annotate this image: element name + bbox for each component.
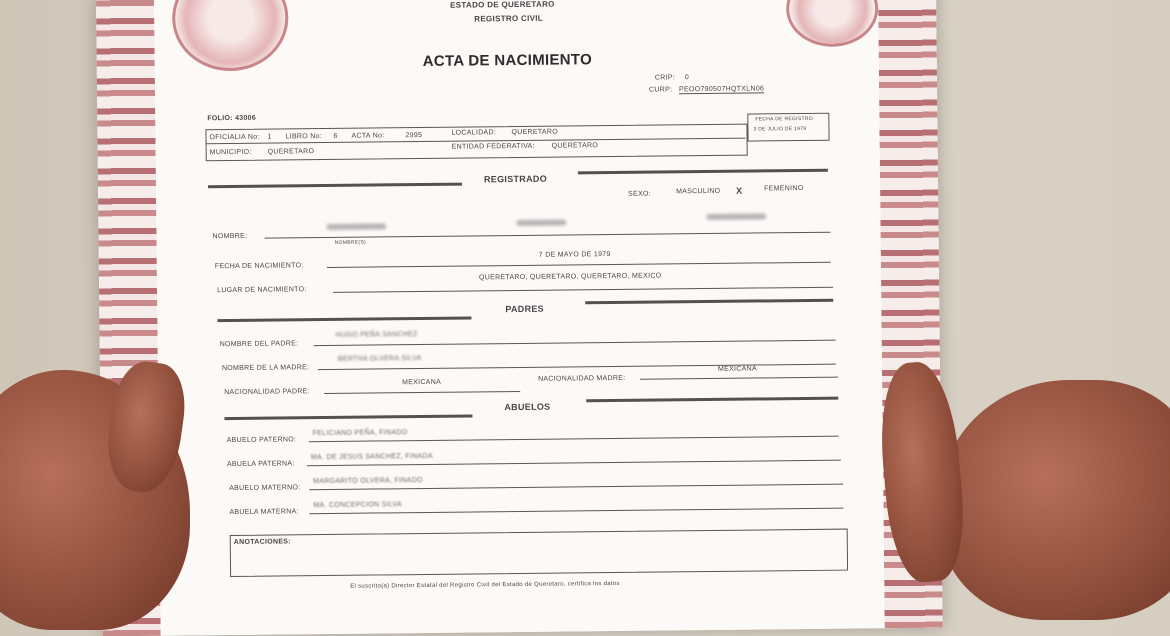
libro-label: LIBRO No: <box>285 133 323 141</box>
crip-label: CRIP: <box>654 74 676 82</box>
redacted-surname-2 <box>706 213 766 220</box>
registry-header: REGISTRO CIVIL <box>474 13 543 24</box>
section-padres: PADRES <box>505 303 545 315</box>
lugar-nacimiento-value: QUERETARO, QUERETARO, QUERETARO, MEXICO <box>478 272 662 282</box>
redacted-name <box>326 223 386 230</box>
oficialia-value: 1 <box>267 133 272 141</box>
abuela-materna-label: ABUELA MATERNA: <box>229 508 299 517</box>
localidad-label: LOCALIDAD: <box>451 129 497 137</box>
femenino-label: FEMENINO <box>764 185 804 193</box>
localidad-value: QUERETARO <box>511 128 559 137</box>
madre-label: NOMBRE DE LA MADRE: <box>221 364 310 373</box>
redacted-surname-1 <box>516 219 566 226</box>
fecha-nacimiento-value: 7 DE MAYO DE 1979 <box>538 251 611 259</box>
masculino-label: MASCULINO <box>676 187 721 196</box>
fecha-registro-label: FECHA DE REGISTRO <box>755 115 813 123</box>
entidad-value: QUERETARO <box>551 142 599 150</box>
sexo-label: SEXO: <box>628 190 652 198</box>
anotaciones-box <box>230 529 848 577</box>
anotaciones-label: ANOTACIONES: <box>233 538 291 546</box>
fecha-registro-value: 3 DE JULIO DE 1979 <box>753 125 807 133</box>
abuelo-paterno-value: FELICIANO PEÑA, FINADO <box>312 429 408 438</box>
oficialia-label: OFICIALIA No: <box>209 133 260 142</box>
abuela-materna-value: MA. CONCEPCION SILVA <box>313 501 402 510</box>
nacionalidad-madre-value: MEXICANA <box>717 365 757 373</box>
masculino-mark: X <box>736 185 743 196</box>
certificate-body <box>154 0 885 636</box>
section-abuelos: ABUELOS <box>504 401 551 413</box>
abuelo-materno-label: ABUELO MATERNO: <box>229 484 301 493</box>
abuela-paterna-label: ABUELA PATERNA: <box>226 460 295 469</box>
nacionalidad-padre-value: MEXICANA <box>402 378 442 387</box>
abuelo-materno-value: MARGARITO OLVERA, FINADO <box>313 477 423 486</box>
abuelo-paterno-label: ABUELO PATERNO: <box>226 436 297 445</box>
queretaro-state-seal <box>786 0 879 47</box>
nombre-sublabel: NOMBRE(S) <box>334 239 366 246</box>
municipio-label: MUNICIPIO: <box>209 148 252 157</box>
folio: FOLIO: 43006 <box>207 114 257 123</box>
curp-value: PEOO790507HQTXLN06 <box>678 85 765 94</box>
lugar-nacimiento-label: LUGAR DE NACIMIENTO: <box>217 286 307 295</box>
padre-label: NOMBRE DEL PADRE: <box>219 340 299 349</box>
nacionalidad-padre-label: NACIONALIDAD PADRE: <box>224 388 310 397</box>
nombre-label: NOMBRE: <box>212 232 248 241</box>
abuela-paterna-value: MA. DE JESUS SANCHEZ, FINADA <box>310 452 433 462</box>
municipio-value: QUERETARO <box>267 148 315 156</box>
state-header: ESTADO DE QUERETARO <box>450 0 555 10</box>
birth-certificate <box>96 0 943 636</box>
section-registrado: REGISTRADO <box>483 173 548 185</box>
libro-value: 6 <box>333 132 338 140</box>
entidad-label: ENTIDAD FEDERATIVA: <box>451 142 535 151</box>
fecha-nacimiento-label: FECHA DE NACIMIENTO: <box>214 262 304 271</box>
mexico-coat-of-arms-seal <box>172 0 289 72</box>
right-hand <box>940 380 1170 620</box>
page-title: ACTA DE NACIMIENTO <box>422 51 593 70</box>
acta-label: ACTA No: <box>351 132 385 140</box>
acta-value: 2995 <box>405 131 423 140</box>
crip-value: 0 <box>684 74 690 82</box>
madre-value: BERTHA OLVERA SILVA <box>337 355 422 363</box>
nacionalidad-madre-label: NACIONALIDAD MADRE: <box>538 374 626 383</box>
curp-label: CURP: <box>648 86 673 94</box>
padre-value: HUGO PEÑA SANCHEZ <box>335 331 418 339</box>
footer-certification: El suscrito(a) Director Estatal del Registro Civil del Estado de Queretaro, certifica los datos <box>350 580 620 590</box>
